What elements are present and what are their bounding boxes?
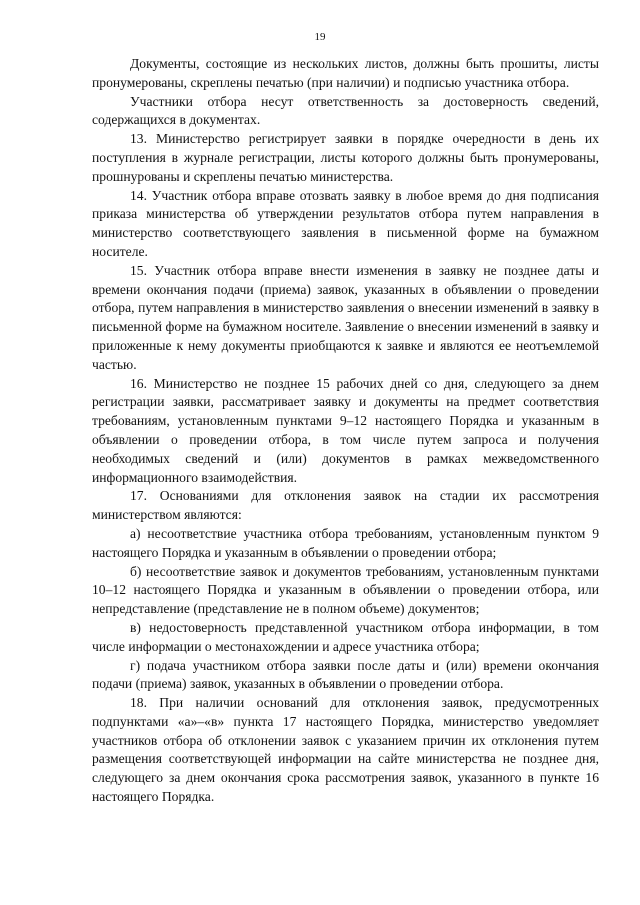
paragraph-responsibility: Участники отбора несут ответственность за достоверность сведений, содержащихся в документах.	[92, 93, 599, 128]
paragraph-item-14: 14. Участник отбора вправе отозвать заявку в любое время до дня подписания приказа министерства об утверждении результатов отбора путем направления в министерство соответствующего заявления в письменной форме на бумажном носителе.	[92, 187, 599, 259]
paragraph-documents-binding: Документы, состоящие из нескольких листов, должны быть прошиты, листы пронумерованы, скреплены печатью (при наличии) и подписью участника отбора.	[92, 56, 599, 90]
paragraph-item-13: 13. Министерство регистрирует заявки в порядке очередности в день их поступления в журнале регистрации, листы которого должны быть пронумерованы, прошнурованы и скреплены печатью министерства.	[92, 131, 599, 184]
paragraph-item-17-g: г) подача участником отбора заявки после даты и (или) времени окончания подачи (приема) заявок, указанных в объявлении о проведении отбора.	[92, 657, 599, 692]
paragraph-item-17: 17. Основаниями для отклонения заявок на стадии их рассмотрения министерством являются:	[92, 488, 599, 523]
paragraph-item-16: 16. Министерство не позднее 15 рабочих дней со дня, следующего за днем регистрации заявки, рассматривает заявку и документы на предмет соответствия требованиям, установленным пунктами 9–12 настоящего Порядка и указанным в объявлении о проведении отбора, в том числе путем запроса и получения необходимых сведений и (или) документов в рамках межведомственного информационного взаимодействия.	[92, 375, 599, 485]
paragraph-item-15: 15. Участник отбора вправе внести изменения в заявку не позднее даты и времени окончания подачи (приема) заявок, указанных в объявлении о проведении отбора, путем направления в министерство заявления о внесении изменений в заявку в письменной форме на бумажном носителе. Заявление о внесении изменений в заявку и приложенные к нему документы приобщаются к заявке и являются ее неотъемлемой частью.	[92, 262, 599, 372]
document-text	[92, 55, 599, 807]
paragraph-item-17-v: в) недостоверность представленной участником отбора информации, в том числе информации о местонахождении и адресе участника отбора;	[92, 619, 599, 654]
paragraph-item-18: 18. При наличии оснований для отклонения заявок, предусмотренных подпунктами «а»–«в» пункта 17 настоящего Порядка, министерство уведомляет участников отбора об отклонении заявок с указанием причин их отклонения путем размещения соответствующей информации на сайте министерства не позднее дня, следующего за днем окончания срока рассмотрения заявок, указанного в пункте 16 настоящего Порядка.	[92, 695, 599, 805]
paragraph-item-17-a: а) несоответствие участника отбора требованиям, установленным пунктом 9 настоящего Порядка и указанным в объявлении о проведении отбора;	[92, 525, 599, 560]
paragraph-item-17-b: б) несоответствие заявок и документов требованиям, установленным пунктами 10–12 настоящего Порядка и указанным в объявлении о проведении отбора, или непредставление (представление не в полном объеме) документов;	[92, 563, 599, 617]
page-number: 19	[314, 31, 326, 43]
